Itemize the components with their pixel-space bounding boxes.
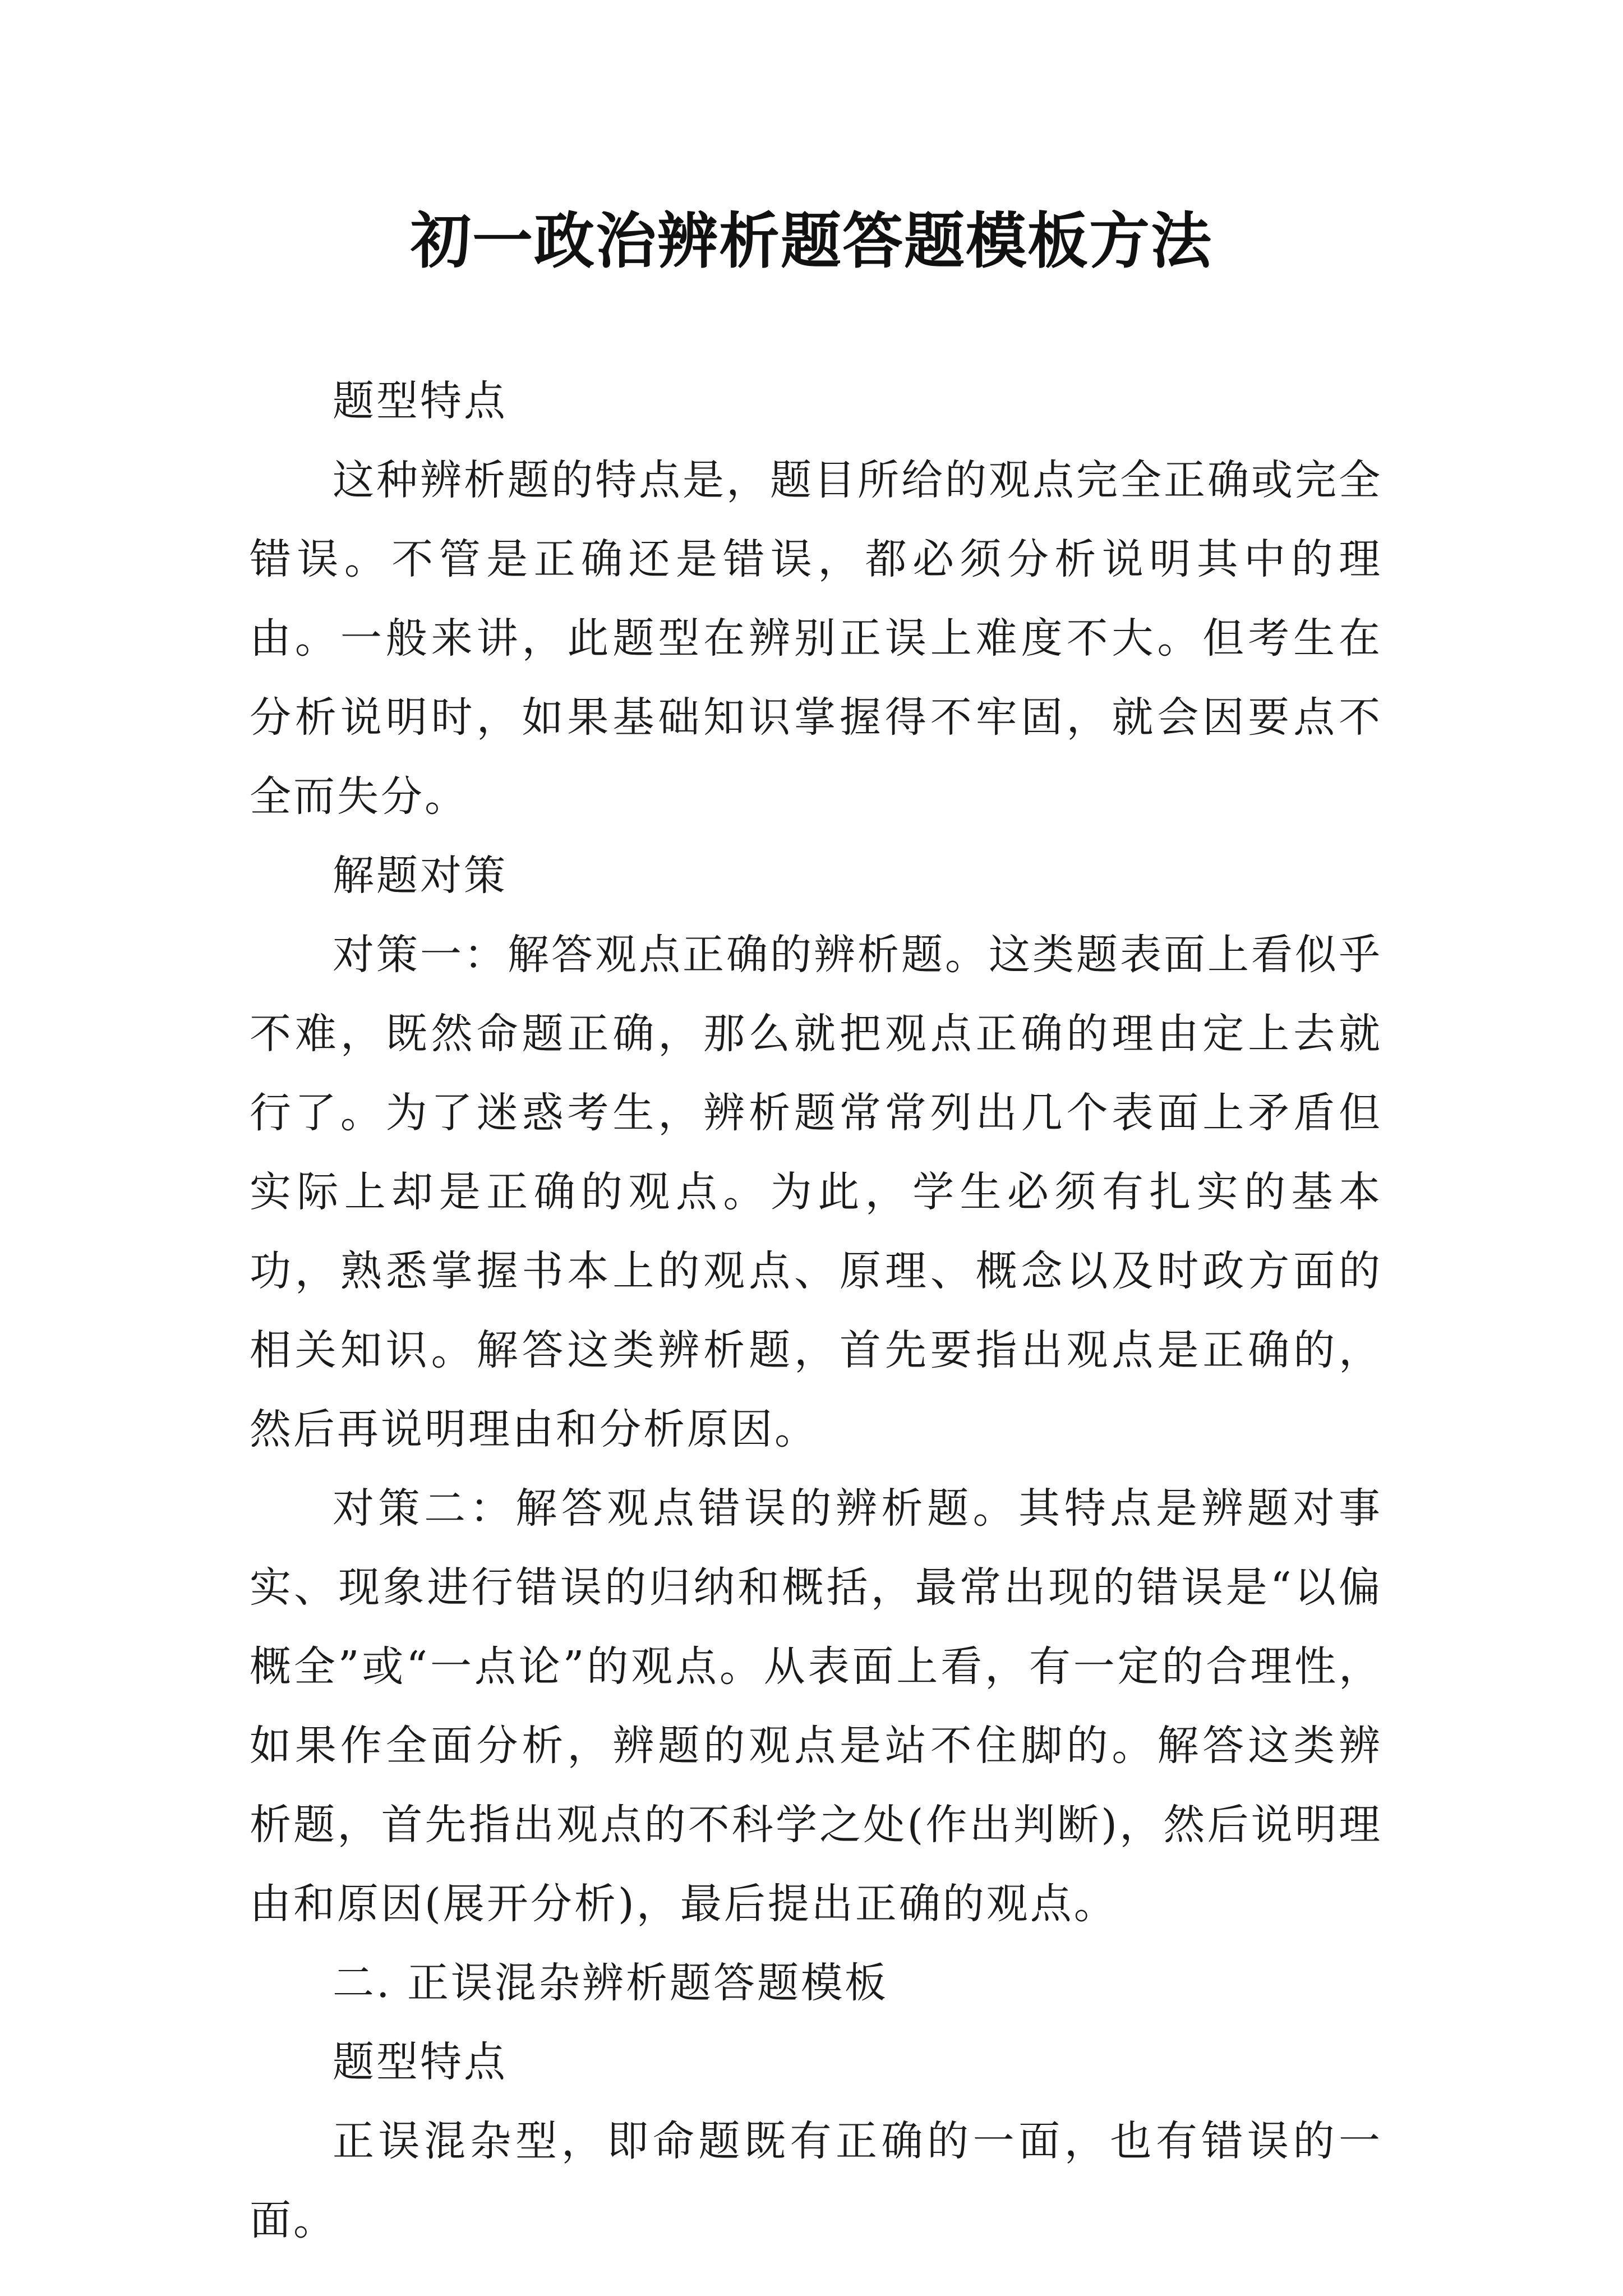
- section-heading-solution-strategy: 解题对策: [333, 852, 508, 900]
- paragraph-strategy-two: 对策二：解答观点错误的辨析题。其特点是辨题对事实、现象进行错误的归纳和概括，最常出现的错误是“以偏概全”或“一点论”的观点。从表面上看，有一定的合理性，如果作全面分析，辨题的观点是站不住脚的。解答这类辨析题，首先指出观点的不科学之处(作出判断)，然后说明理由和原因(展开分析)，最后提出正确的观点。: [250, 1484, 1382, 1928]
- document-title: 初一政治辨析题答题模板方法: [410, 206, 1212, 277]
- section-heading-mixed-template: 二. 正误混杂辨析题答题模板: [333, 1959, 889, 2007]
- paragraph-mixed-description: 正误混杂型，即命题既有正确的一面，也有错误的一面。: [250, 2117, 1382, 2244]
- section-heading-question-features: 题型特点: [333, 377, 508, 425]
- paragraph-strategy-one: 对策一：解答观点正确的辨析题。这类题表面上看似乎不难，既然命题正确，那么就把观点正确的理由定上去就行了。为了迷惑考生，辨析题常常列出几个表面上矛盾但 实际上却是正确的观点。为此，学生必须有扎实的基本功，熟悉掌握书本上的观点、原理、概念以及时政方面的相关知识。解答这类辨析题，首先要指出观点是正确的，然后再说明理由和分析原因。: [250, 931, 1382, 1453]
- section-heading-question-features-2: 题型特点: [333, 2038, 508, 2086]
- paragraph-features-description: 这种辨析题的特点是，题目所给的观点完全正确或完全错误。不管是正确还是错误，都必须分析说明其中的理由。一般来讲，此题型在辨别正误上难度不大。但考生在分析说明时，如果基础知识掌握得不牢固，就会因要点不全而失分。: [250, 456, 1382, 821]
- document-body: [250, 362, 1382, 2260]
